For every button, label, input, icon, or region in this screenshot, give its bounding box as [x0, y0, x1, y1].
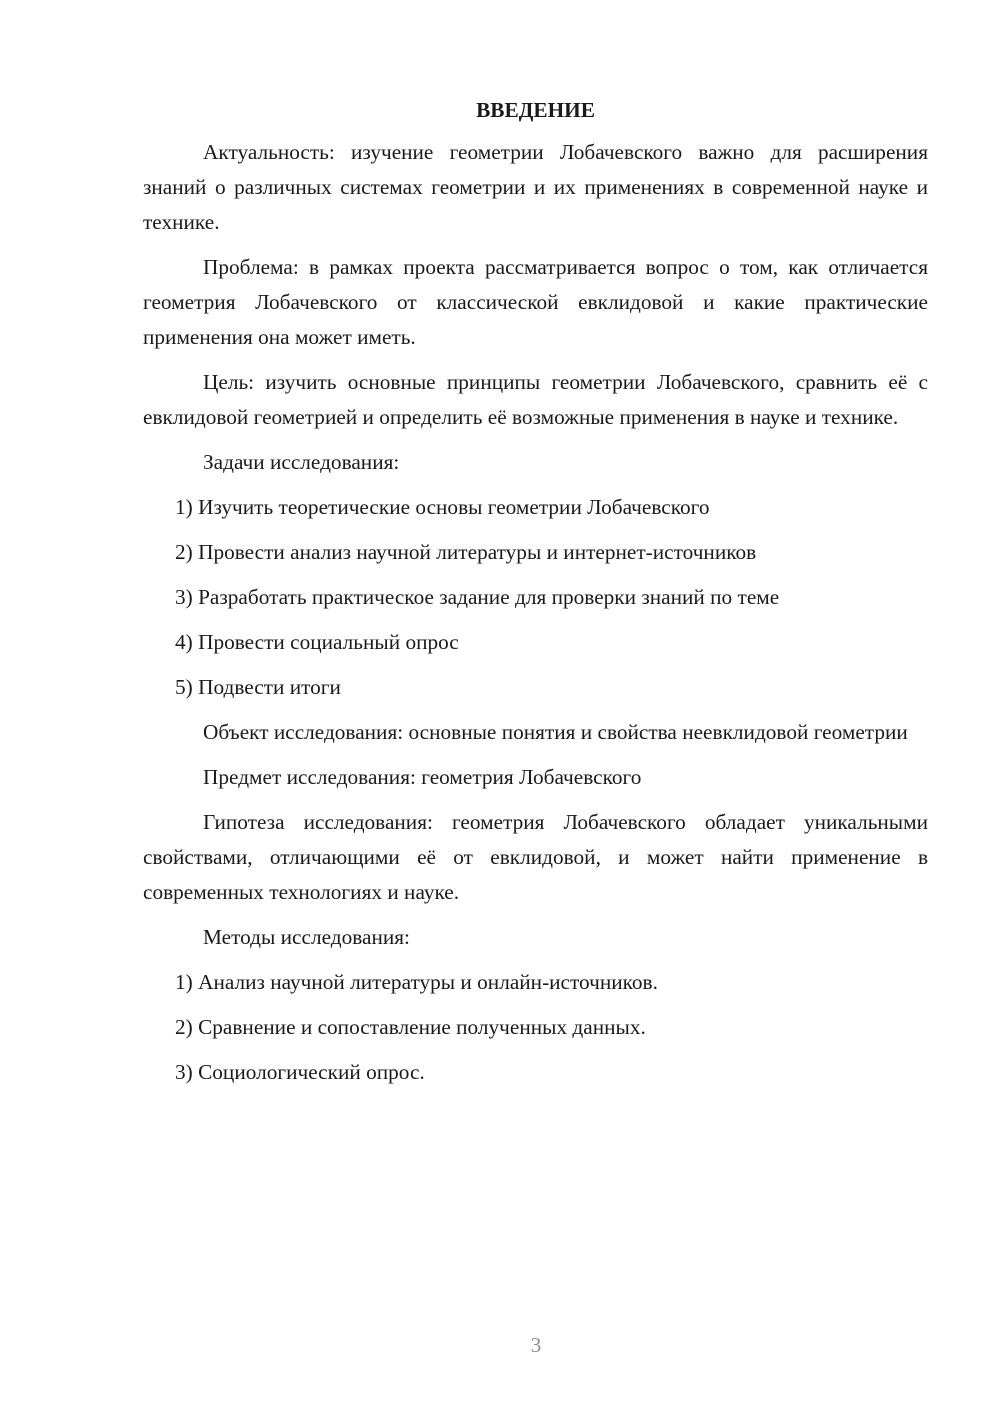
task-item: 4) Провести социальный опрос — [175, 630, 459, 654]
method-item: 3) Социологический опрос. — [175, 1060, 425, 1084]
method-item: 1) Анализ научной литературы и онлайн-источников. — [175, 970, 658, 994]
hypothesis-paragraph: Гипотеза исследования: геометрия Лобачевского обладает уникальными свойствами, отличающими её от евклидовой, и может найти применение в современных технологиях и науке. — [143, 810, 928, 904]
relevance-paragraph: Актуальность: изучение геометрии Лобачевского важно для расширения знаний о различных системах геометрии и их применениях в современной науке и технике. — [143, 140, 928, 234]
methods-heading: Методы исследования: — [203, 925, 410, 949]
document-page — [143, 96, 928, 1100]
page-title: ВВЕДЕНИЕ — [476, 98, 595, 122]
goal-paragraph: Цель: изучить основные принципы геометрии Лобачевского, сравнить её с евклидовой геометрией и определить её возможные применения в науке и технике. — [143, 370, 928, 429]
problem-paragraph: Проблема: в рамках проекта рассматривается вопрос о том, как отличается геометрия Лобачевского от классической евклидовой и какие практические применения она может иметь. — [143, 255, 928, 349]
task-item: 3) Разработать практическое задание для проверки знаний по теме — [175, 585, 780, 609]
task-item: 5) Подвести итоги — [175, 675, 341, 699]
task-item: 2) Провести анализ научной литературы и интернет-источников — [175, 540, 757, 564]
object-paragraph: Объект исследования: основные понятия и свойства неевклидовой геометрии — [203, 720, 908, 744]
subject-paragraph: Предмет исследования: геометрия Лобачевского — [203, 765, 642, 789]
method-item: 2) Сравнение и сопоставление полученных данных. — [175, 1015, 646, 1039]
tasks-heading: Задачи исследования: — [203, 450, 400, 474]
task-item: 1) Изучить теоретические основы геометрии Лобачевского — [175, 495, 710, 519]
page-number: 3 — [530, 1333, 542, 1357]
